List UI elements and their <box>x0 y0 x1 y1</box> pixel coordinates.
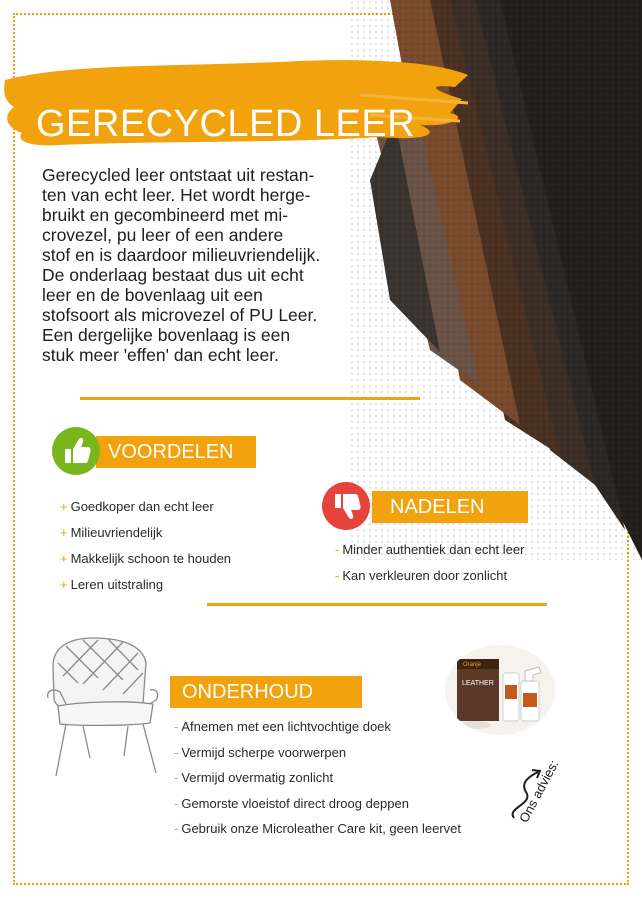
intro-paragraph <box>42 165 382 365</box>
intro-line: stof en is daardoor milieuvriendelijk. <box>42 245 321 265</box>
list-item <box>60 546 231 572</box>
list-item-text: Makkelijk schoon te houden <box>70 551 232 566</box>
list-item-text: Goedkoper dan echt leer <box>70 499 214 514</box>
list-item-text: Vermijd scherpe voorwerpen <box>181 744 347 760</box>
list-item <box>174 714 461 740</box>
divider-line <box>207 603 547 606</box>
nadelen-list <box>335 537 524 589</box>
list-item-text: Vermijd overmatig zonlicht <box>181 770 334 785</box>
list-item-text: Minder authentiek dan echt leer <box>342 542 525 557</box>
thumbs-down-icon <box>322 482 370 530</box>
care-kit-image <box>445 645 555 735</box>
intro-line: crovezel, pu leer of een andere <box>42 225 284 245</box>
intro-line: De onderlaag bestaat dus uit echt <box>42 265 304 285</box>
intro-line: ten van echt leer. Het wordt herge- <box>42 185 311 205</box>
list-item-text: Gebruik onze Microleather Care kit, geen leervet <box>181 821 461 836</box>
divider-line <box>80 397 420 400</box>
list-item-text: Kan verkleuren door zonlicht <box>342 568 508 583</box>
list-item-text: Milieuvriendelijk <box>70 525 163 540</box>
thumbs-up-icon <box>52 427 100 475</box>
intro-line: leer en de bovenlaag uit een <box>42 285 263 305</box>
intro-line: stofsoort als microvezel of PU Leer. <box>42 305 318 325</box>
list-item <box>60 572 231 598</box>
chair-illustration <box>38 628 168 778</box>
bullet: - <box>174 744 179 760</box>
bullet: + <box>60 525 68 540</box>
intro-line: Een dergelijke bovenlaag is een <box>42 325 291 345</box>
bullet: + <box>60 551 68 566</box>
nadelen-heading: NADELEN <box>372 491 528 523</box>
onderhoud-list <box>174 714 461 842</box>
voordelen-heading: VOORDELEN <box>96 436 256 468</box>
intro-line: stuk meer 'effen' dan echt leer. <box>42 345 279 365</box>
list-item <box>335 537 524 563</box>
bullet: - <box>174 795 179 811</box>
page-title: GERECYCLED LEER <box>36 103 416 146</box>
intro-line: bruikt en gecombineerd met mi- <box>42 205 289 225</box>
list-item-text: Leren uitstraling <box>70 577 164 592</box>
kit-box-label: LEATHER <box>462 680 494 687</box>
kit-brand-text: Oranje <box>463 662 482 668</box>
bullet: - <box>174 719 179 734</box>
intro-line: Gerecycled leer ontstaat uit restan- <box>42 165 315 185</box>
list-item <box>174 791 461 817</box>
advice-note: Ons advies: <box>516 757 562 826</box>
list-item-text: Afnemen met een lichtvochtige doek <box>181 719 391 734</box>
list-item <box>174 740 461 766</box>
list-item <box>174 765 461 791</box>
list-item-text: Gemorste vloeistof direct droog deppen <box>181 795 409 811</box>
list-item <box>335 563 524 589</box>
list-item <box>174 816 461 842</box>
bullet: + <box>60 577 68 592</box>
onderhoud-heading: ONDERHOUD <box>170 676 362 708</box>
bullet: - <box>174 770 179 785</box>
bullet: - <box>174 821 179 836</box>
bullet: - <box>335 568 340 583</box>
list-item <box>60 494 231 520</box>
voordelen-list <box>60 494 231 598</box>
list-item <box>60 520 231 546</box>
bullet: + <box>60 499 68 514</box>
bullet: - <box>335 542 340 557</box>
